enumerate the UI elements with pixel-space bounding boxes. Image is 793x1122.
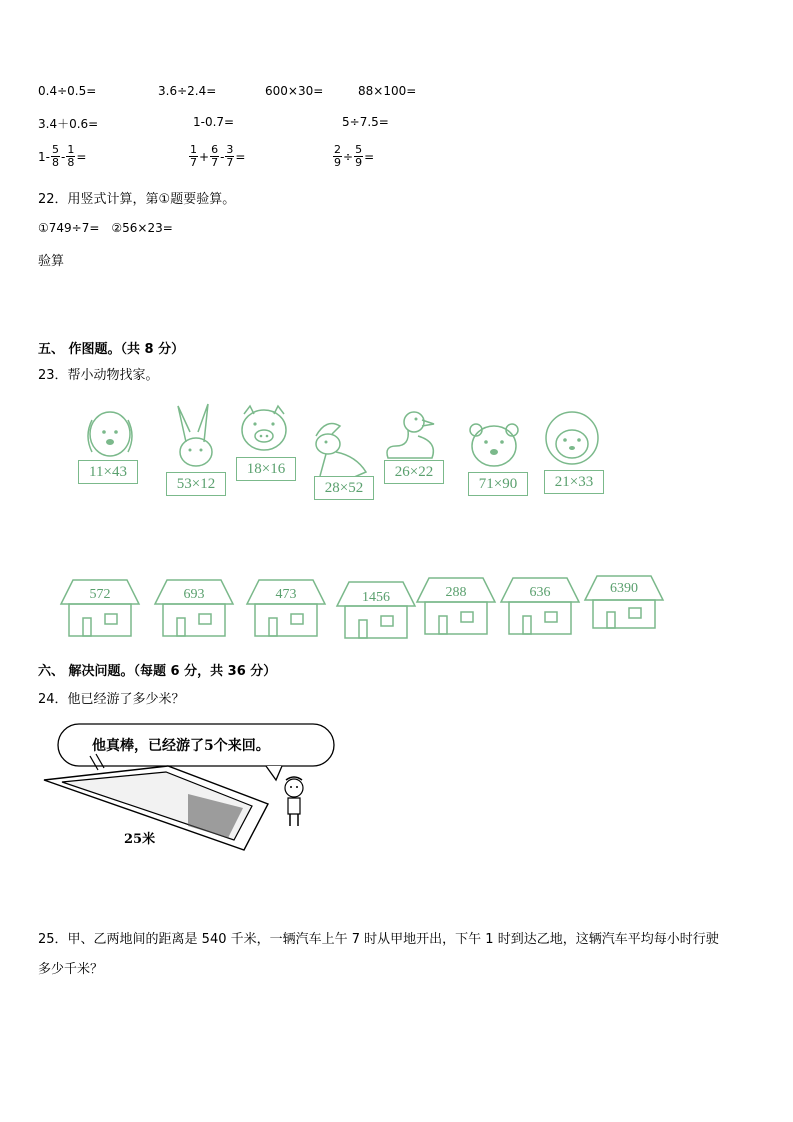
house-icon [155,580,233,636]
animal-sign-duck: 26×22 [384,460,444,484]
house-icon [61,580,139,636]
goat-icon [316,424,366,478]
house-label: 693 [183,587,205,602]
q24-prompt: 24．他已经游了多少米？ [38,692,185,707]
expr1-lead: 1- [38,149,50,164]
divide-sign: ÷ [343,149,354,164]
rabbit-icon [178,404,212,466]
pig-icon [242,406,286,450]
house-label: 1456 [362,590,390,605]
q25-line2: 多少千米？ [38,962,104,977]
duck-icon [387,412,434,458]
house-icon [337,582,415,638]
fraction-6-7: $\frac{6}{7}$ [211,143,219,169]
animal-sign-monkey: 21×33 [544,470,604,494]
calc-0-4-div-0-5: 0.4÷0.5= [38,84,97,98]
house-icon [417,578,495,634]
animal-sign-dog: 11×43 [78,460,138,484]
speech-text: 他真棒，已经游了5个来回。 [92,738,270,754]
monkey-icon [546,412,598,464]
minus-sign: - [60,149,66,164]
bear-icon [470,424,518,466]
calc-88-times-100: 88×100= [358,84,417,98]
equals-sign: = [76,149,87,164]
boy-icon [285,777,303,826]
equals-sign: = [364,149,375,164]
plus-sign: + [199,149,210,164]
house-label: 288 [445,585,467,600]
q22-title: 22．用竖式计算，第①题要验算。 [38,192,236,207]
house-label: 473 [275,587,297,602]
q22-items: ①749÷7= ②56×23= [38,221,173,235]
fraction-2-9: $\frac{2}{9}$ [334,143,341,169]
fraction-3-7: $\frac{3}{7}$ [226,143,234,169]
animal-sign-pig: 18×16 [236,457,296,481]
calc-1-minus-0-7: 1-0.7= [193,115,235,129]
animal-sign-bear: 71×90 [468,472,528,496]
calc-600-times-30: 600×30= [265,84,324,98]
fraction-1-8: $\frac{1}{8}$ [67,143,75,169]
house-label: 572 [89,587,111,602]
fraction-expr-2 [189,144,246,169]
calc-5-div-7-5: 5÷7.5= [342,115,389,129]
minus-sign: - [220,149,225,164]
q22-check-label: 验算 [38,254,65,269]
calc-3-4-plus-0-6: 3.4＋0.6= [38,117,99,131]
fraction-5-9: $\frac{5}{9}$ [355,143,363,169]
house-icon [501,578,579,634]
house-label: 6390 [610,581,638,596]
house-icon [585,576,663,628]
house-icon [247,580,325,636]
q23-prompt: 23．帮小动物找家。 [38,368,159,383]
calc-3-6-div-2-4: 3.6÷2.4= [158,84,217,98]
section6-title: 六、 解决问题。（每题 6 分，共 36 分） [38,664,277,679]
q25-line1: 25．甲、乙两地间的距离是 540 千米，一辆汽车上午 7 时从甲地开出，下午 1 时到达乙地，这辆汽车平均每小时行驶 [38,932,719,947]
house-label: 636 [529,585,551,600]
fraction-5-8: $\frac{5}{8}$ [51,143,59,169]
animal-sign-rabbit: 53×12 [166,472,226,496]
pool-length-label: 25米 [124,832,156,847]
fraction-expr-3 [333,144,375,169]
fraction-expr-1 [37,144,87,169]
section5-title: 五、 作图题。（共 8 分） [38,342,185,357]
dog-icon [88,412,132,456]
houses-row [55,570,675,640]
animal-sign-goat: 28×52 [314,476,374,500]
equals-sign: = [235,149,246,164]
fraction-1-7: $\frac{1}{7}$ [190,143,197,169]
